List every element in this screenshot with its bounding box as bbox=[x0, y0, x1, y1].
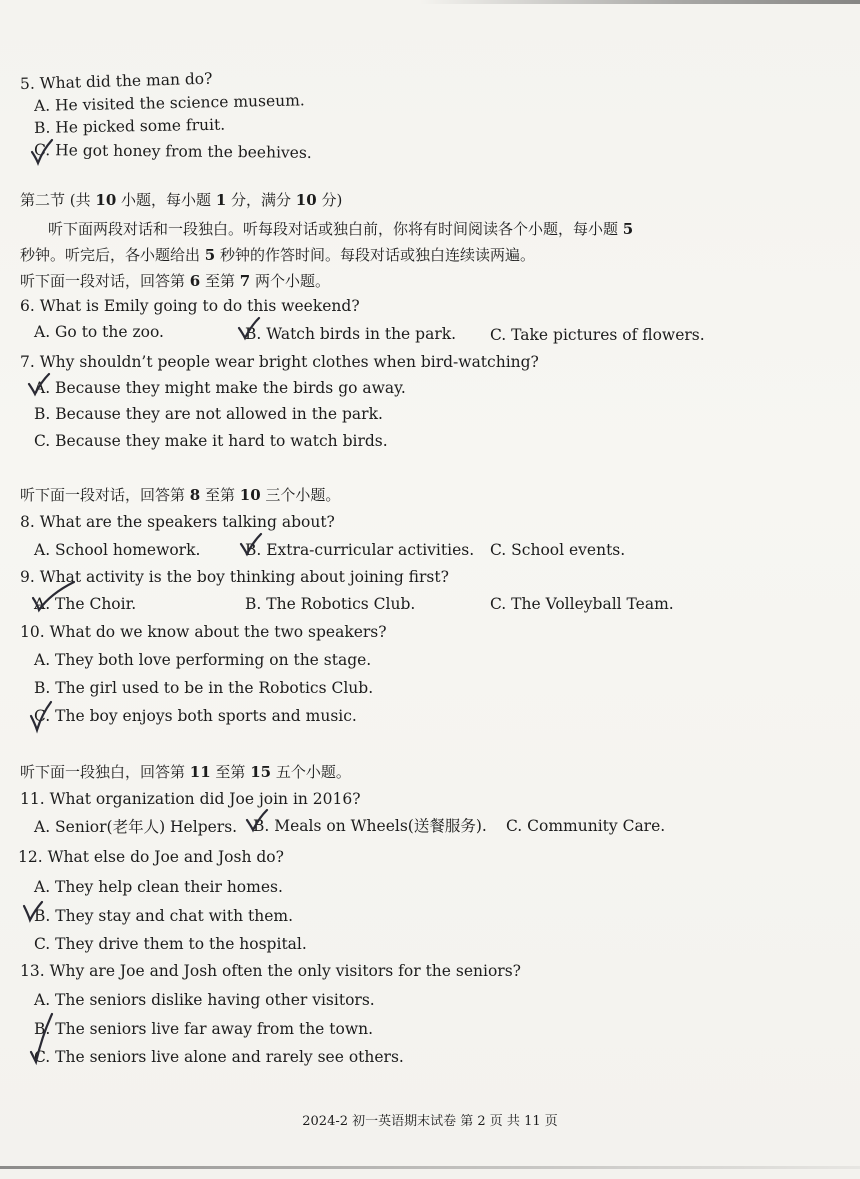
q13-option-a: A. The seniors dislike having other visitors. bbox=[34, 991, 375, 1009]
q12-option-a: A. They help clean their homes. bbox=[34, 878, 283, 896]
q6-option-c: C. Take pictures of flowers. bbox=[490, 326, 705, 344]
q10-option-a: A. They both love performing on the stage. bbox=[34, 651, 372, 669]
q7-option-a: A. Because they might make the birds go away. bbox=[34, 379, 406, 397]
q12-option-c: C. They drive them to the hospital. bbox=[34, 935, 307, 953]
dialog-2-header: 听下面一段对话，回答第 8 至第 10 三个小题。 bbox=[20, 486, 341, 504]
section-2-instruction-line-1: 听下面两段对话和一段独白。听每段对话或独白前，你将有时间阅读各个小题，每小题 5 bbox=[48, 220, 634, 238]
q10-option-b: B. The girl used to be in the Robotics Club. bbox=[34, 679, 374, 697]
q7-answer-check-mark bbox=[26, 372, 52, 398]
q5-answer-check-mark bbox=[30, 138, 54, 166]
page-footer: 2024-2 初一英语期末试卷 第 2 页 共 11 页 bbox=[302, 1114, 558, 1129]
q11-stem: 11. What organization did Joe join in 2016? bbox=[20, 790, 361, 808]
q10-option-c: C. The boy enjoys both sports and music. bbox=[34, 707, 357, 725]
page-edge-top bbox=[420, 0, 860, 4]
q8-option-c: C. School events. bbox=[490, 541, 626, 559]
q5-option-c: C. He got honey from the beehives. bbox=[33, 141, 312, 162]
q9-option-b: B. The Robotics Club. bbox=[245, 595, 416, 613]
q6-option-b: B. Watch birds in the park. bbox=[245, 325, 457, 343]
q5-option-a: A. He visited the science museum. bbox=[33, 91, 305, 115]
q11-answer-check-mark bbox=[244, 808, 270, 834]
dialog-1-header: 听下面一段对话，回答第 6 至第 7 两个小题。 bbox=[20, 272, 330, 290]
q10-stem: 10. What do we know about the two speakers? bbox=[20, 623, 387, 641]
q5-option-b: B. He picked some fruit. bbox=[33, 115, 226, 137]
q7-option-b: B. Because they are not allowed in the park. bbox=[34, 405, 383, 423]
q13-option-c: C. The seniors live alone and rarely see others. bbox=[34, 1048, 404, 1066]
q9-option-a: A. The Choir. bbox=[34, 595, 137, 613]
q12-answer-check-mark bbox=[22, 900, 46, 924]
q10-answer-check-mark bbox=[28, 700, 54, 734]
q9-answer-check-mark bbox=[30, 580, 78, 614]
q11-option-b: B. Meals on Wheels(送餐服务). bbox=[253, 817, 487, 835]
q9-stem: 9. What activity is the boy thinking about joining first? bbox=[20, 568, 449, 586]
monologue-header: 听下面一段独白，回答第 11 至第 15 五个小题。 bbox=[20, 763, 351, 781]
q6-stem: 6. What is Emily going to do this weekend? bbox=[20, 297, 360, 315]
q6-option-a: A. Go to the zoo. bbox=[34, 323, 164, 341]
q7-option-c: C. Because they make it hard to watch birds. bbox=[34, 432, 388, 450]
q5-stem: 5. What did the man do? bbox=[19, 69, 213, 93]
q11-option-c: C. Community Care. bbox=[506, 817, 666, 835]
q8-stem: 8. What are the speakers talking about? bbox=[20, 513, 335, 531]
q13-option-b: B. The seniors live far away from the town. bbox=[34, 1020, 374, 1038]
section-2-instruction-line-2: 秒钟。听完后，各小题给出 5 秒钟的作答时间。每段对话或独白连续读两遍。 bbox=[20, 246, 535, 264]
q8-option-b: B. Extra-curricular activities. bbox=[245, 541, 475, 559]
q6-answer-check-mark bbox=[236, 316, 262, 342]
q12-option-b: B. They stay and chat with them. bbox=[34, 907, 294, 925]
q11-option-a: A. Senior(老年人) Helpers. bbox=[34, 818, 238, 836]
section-2-title: 第二节 (共 10 小题，每小题 1 分，满分 10 分) bbox=[20, 191, 343, 209]
q7-stem: 7. Why shouldn’t people wear bright clothes when bird-watching? bbox=[20, 353, 539, 371]
q8-answer-check-mark bbox=[238, 532, 264, 558]
q13-stem: 13. Why are Joe and Josh often the only visitors for the seniors? bbox=[20, 962, 521, 980]
page-edge-bottom bbox=[0, 1166, 860, 1169]
q13-answer-check-mark bbox=[28, 1012, 56, 1064]
q12-stem: 12. What else do Joe and Josh do? bbox=[18, 848, 284, 866]
q8-option-a: A. School homework. bbox=[34, 541, 201, 559]
q9-option-c: C. The Volleyball Team. bbox=[490, 595, 674, 613]
